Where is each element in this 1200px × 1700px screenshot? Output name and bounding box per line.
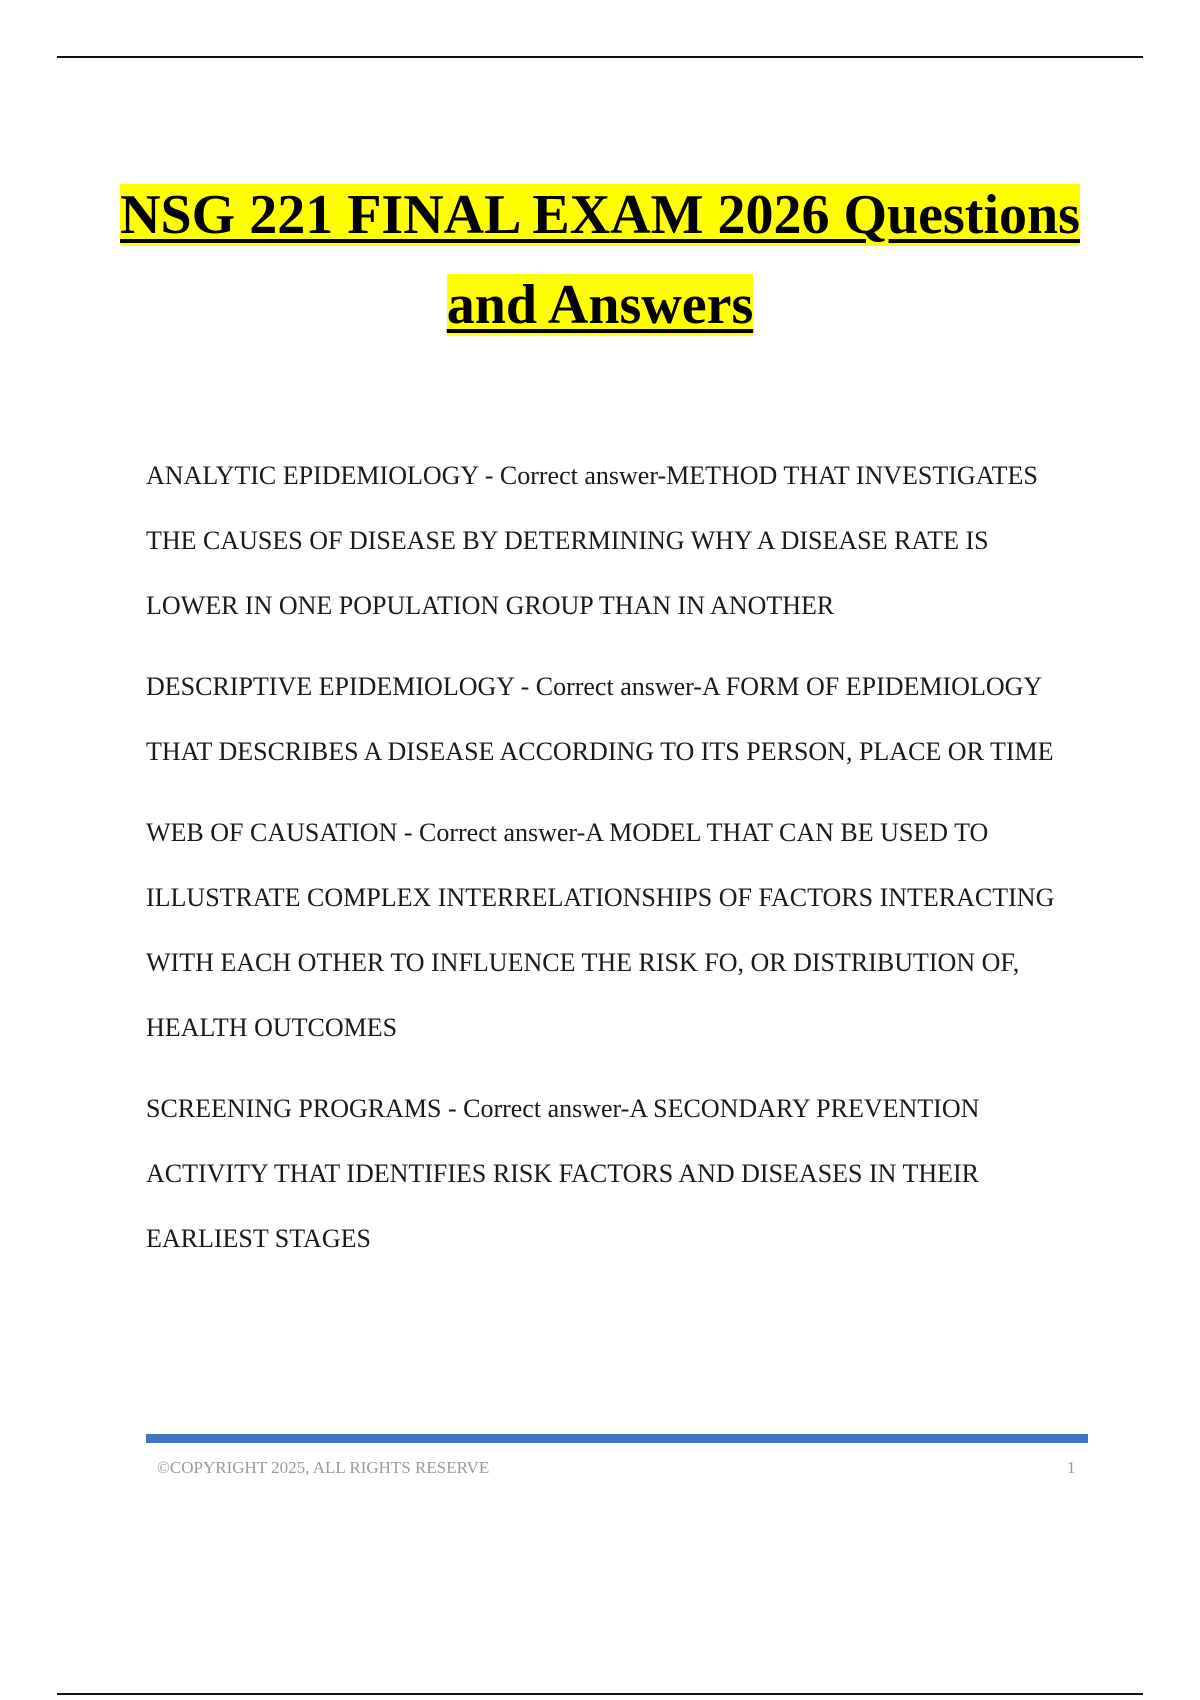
title-line-1: NSG 221 FINAL EXAM 2026 Questions bbox=[120, 184, 1080, 246]
qa-entry-analytic-epidemiology: ANALYTIC EPIDEMIOLOGY - Correct answer-METHOD THAT INVESTIGATES THE CAUSES OF DISEASE BY DETERMINING WHY A DISEASE RATE IS LOWER IN ONE POPULATION GROUP THAN IN ANOTHER bbox=[146, 461, 1038, 620]
page-top-rule bbox=[57, 56, 1143, 58]
title-line-2: and Answers bbox=[446, 274, 754, 336]
qa-list bbox=[146, 443, 1086, 1287]
document-title bbox=[0, 170, 1200, 350]
footer-page-number: 1 bbox=[1067, 1458, 1076, 1477]
qa-entry-web-of-causation: WEB OF CAUSATION - Correct answer-A MODEL THAT CAN BE USED TO ILLUSTRATE COMPLEX INTERRELATIONSHIPS OF FACTORS INTERACTING WITH EACH OTHER TO INFLUENCE THE RISK FO, OR DISTRIBUTION OF, HEALTH OUTCOMES bbox=[146, 818, 1055, 1042]
qa-entry-screening-programs: SCREENING PROGRAMS - Correct answer-A SECONDARY PREVENTION ACTIVITY THAT IDENTIFIES RISK FACTORS AND DISEASES IN THEIR EARLIEST STAGES bbox=[146, 1094, 980, 1253]
page-bottom-rule bbox=[57, 1693, 1143, 1695]
footer-rule bbox=[146, 1434, 1088, 1443]
footer-copyright: ©COPYRIGHT 2025, ALL RIGHTS RESERVE bbox=[157, 1458, 490, 1477]
qa-entry-descriptive-epidemiology: DESCRIPTIVE EPIDEMIOLOGY - Correct answer-A FORM OF EPIDEMIOLOGY THAT DESCRIBES A DISEASE ACCORDING TO ITS PERSON, PLACE OR TIME bbox=[146, 672, 1054, 766]
